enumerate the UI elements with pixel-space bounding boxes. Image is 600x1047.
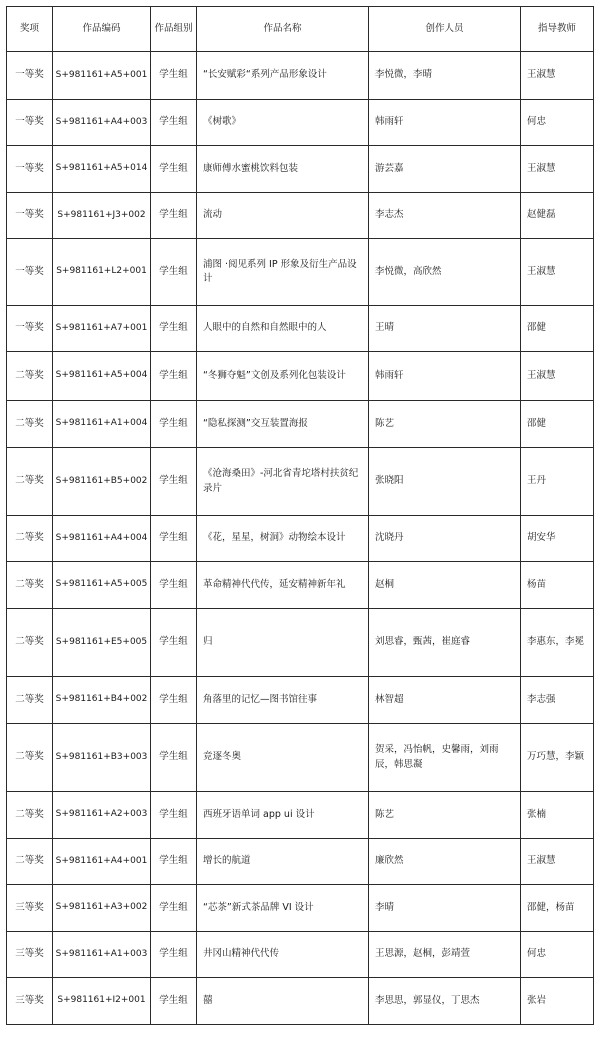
cell-creators: 贺采，冯怡帆，史馨雨，刘雨辰，韩思凝 <box>369 724 521 792</box>
cell-group: 学生组 <box>151 516 197 562</box>
cell-code: S+981161+A1+003 <box>53 932 151 978</box>
cell-creators: 韩雨轩 <box>369 100 521 146</box>
cell-advisor: 万巧慧，李颖 <box>521 724 594 792</box>
table-row <box>7 609 594 677</box>
cell-title: 西班牙语单词 app ui 设计 <box>197 792 369 839</box>
header-creators: 创作人员 <box>369 7 521 52</box>
cell-creators: 沈晓丹 <box>369 516 521 562</box>
cell-advisor: 何忠 <box>521 932 594 978</box>
cell-award: 二等奖 <box>7 677 53 724</box>
cell-title: 井冈山精神代代传 <box>197 932 369 978</box>
cell-title: 流动 <box>197 193 369 239</box>
cell-award: 三等奖 <box>7 978 53 1025</box>
cell-award: 一等奖 <box>7 193 53 239</box>
cell-group: 学生组 <box>151 932 197 978</box>
table-row <box>7 562 594 609</box>
cell-award: 二等奖 <box>7 562 53 609</box>
cell-award: 三等奖 <box>7 932 53 978</box>
cell-creators: 王晴 <box>369 306 521 352</box>
table-row <box>7 677 594 724</box>
cell-group: 学生组 <box>151 239 197 306</box>
cell-advisor: 张楠 <box>521 792 594 839</box>
cell-creators: 张晓阳 <box>369 448 521 516</box>
table-row <box>7 100 594 146</box>
cell-award: 一等奖 <box>7 52 53 100</box>
cell-code: S+981161+A5+004 <box>53 352 151 401</box>
table-row <box>7 839 594 885</box>
cell-award: 一等奖 <box>7 100 53 146</box>
header-code: 作品编码 <box>53 7 151 52</box>
cell-creators: 陈艺 <box>369 401 521 448</box>
cell-group: 学生组 <box>151 562 197 609</box>
cell-title: 增长的航道 <box>197 839 369 885</box>
cell-title: 《沧海桑田》-河北省青坨塔村扶贫纪录片 <box>197 448 369 516</box>
cell-code: S+981161+A5+001 <box>53 52 151 100</box>
cell-advisor: 邵健 <box>521 401 594 448</box>
cell-advisor: 胡安华 <box>521 516 594 562</box>
table-row <box>7 792 594 839</box>
cell-award: 一等奖 <box>7 306 53 352</box>
cell-creators: 赵桐 <box>369 562 521 609</box>
cell-title: 《树歌》 <box>197 100 369 146</box>
cell-group: 学生组 <box>151 885 197 932</box>
cell-group: 学生组 <box>151 978 197 1025</box>
cell-award: 二等奖 <box>7 401 53 448</box>
header-title: 作品名称 <box>197 7 369 52</box>
cell-group: 学生组 <box>151 306 197 352</box>
cell-creators: 李悦微，李晴 <box>369 52 521 100</box>
cell-code: S+981161+E5+005 <box>53 609 151 677</box>
cell-title: 人眼中的自然和自然眼中的人 <box>197 306 369 352</box>
cell-title: “长安赋彩“系列产品形象设计 <box>197 52 369 100</box>
table-row <box>7 401 594 448</box>
cell-group: 学生组 <box>151 100 197 146</box>
cell-title: 归 <box>197 609 369 677</box>
header-group: 作品组别 <box>151 7 197 52</box>
cell-title: 《花，星星，树洞》动物绘本设计 <box>197 516 369 562</box>
cell-code: S+981161+B4+002 <box>53 677 151 724</box>
cell-advisor: 李志强 <box>521 677 594 724</box>
cell-advisor: 张岩 <box>521 978 594 1025</box>
cell-code: S+981161+A5+005 <box>53 562 151 609</box>
cell-award: 二等奖 <box>7 609 53 677</box>
cell-title: “芯茶”新式茶品牌 VI 设计 <box>197 885 369 932</box>
table-row <box>7 52 594 100</box>
cell-creators: 陈艺 <box>369 792 521 839</box>
cell-code: S+981161+B3+003 <box>53 724 151 792</box>
cell-code: S+981161+A2+003 <box>53 792 151 839</box>
cell-title: 竞逐冬奥 <box>197 724 369 792</box>
cell-group: 学生组 <box>151 52 197 100</box>
table-row <box>7 146 594 193</box>
cell-code: S+981161+L2+001 <box>53 239 151 306</box>
awards-table <box>6 6 594 1025</box>
cell-advisor: 邵健 <box>521 306 594 352</box>
cell-title: “隐私探测”交互装置海报 <box>197 401 369 448</box>
cell-group: 学生组 <box>151 448 197 516</box>
table-row <box>7 724 594 792</box>
table-row <box>7 932 594 978</box>
cell-creators: 刘思睿，甄茜，崔庭睿 <box>369 609 521 677</box>
cell-code: S+981161+A5+014 <box>53 146 151 193</box>
table-row <box>7 516 594 562</box>
cell-code: S+981161+J3+002 <box>53 193 151 239</box>
cell-title: 囍 <box>197 978 369 1025</box>
cell-advisor: 王淑慧 <box>521 352 594 401</box>
cell-creators: 游芸嘉 <box>369 146 521 193</box>
cell-code: S+981161+A4+004 <box>53 516 151 562</box>
cell-creators: 林智超 <box>369 677 521 724</box>
cell-advisor: 王淑慧 <box>521 839 594 885</box>
cell-advisor: 王淑慧 <box>521 146 594 193</box>
cell-title: 康师傅水蜜桃饮料包装 <box>197 146 369 193</box>
cell-award: 二等奖 <box>7 516 53 562</box>
cell-group: 学生组 <box>151 792 197 839</box>
cell-code: S+981161+B5+002 <box>53 448 151 516</box>
table-row <box>7 978 594 1025</box>
cell-award: 二等奖 <box>7 724 53 792</box>
header-row <box>7 7 594 52</box>
cell-title: 革命精神代代传，延安精神新年礼 <box>197 562 369 609</box>
cell-code: S+981161+A4+003 <box>53 100 151 146</box>
cell-award: 一等奖 <box>7 239 53 306</box>
cell-creators: 李晴 <box>369 885 521 932</box>
cell-title: “冬狮夺魁”文创及系列化包装设计 <box>197 352 369 401</box>
cell-creators: 韩雨轩 <box>369 352 521 401</box>
table-row <box>7 193 594 239</box>
cell-award: 三等奖 <box>7 885 53 932</box>
cell-creators: 李志杰 <box>369 193 521 239</box>
cell-creators: 廉欣然 <box>369 839 521 885</box>
cell-group: 学生组 <box>151 677 197 724</box>
cell-group: 学生组 <box>151 609 197 677</box>
header-advisor: 指导教师 <box>521 7 594 52</box>
cell-creators: 李悦微，高欣然 <box>369 239 521 306</box>
table-row <box>7 885 594 932</box>
table-row <box>7 239 594 306</box>
cell-advisor: 杨苗 <box>521 562 594 609</box>
header-award: 奖项 <box>7 7 53 52</box>
cell-code: S+981161+I2+001 <box>53 978 151 1025</box>
cell-group: 学生组 <box>151 193 197 239</box>
table-body <box>7 52 594 1025</box>
cell-advisor: 王淑慧 <box>521 239 594 306</box>
cell-award: 二等奖 <box>7 448 53 516</box>
table-row <box>7 352 594 401</box>
table-row <box>7 306 594 352</box>
cell-advisor: 李惠东，李冕 <box>521 609 594 677</box>
cell-group: 学生组 <box>151 401 197 448</box>
cell-group: 学生组 <box>151 724 197 792</box>
cell-award: 一等奖 <box>7 146 53 193</box>
cell-advisor: 邵健，杨苗 <box>521 885 594 932</box>
cell-advisor: 何忠 <box>521 100 594 146</box>
cell-code: S+981161+A1+004 <box>53 401 151 448</box>
cell-creators: 王思源，赵桐，彭靖萱 <box>369 932 521 978</box>
cell-group: 学生组 <box>151 839 197 885</box>
cell-group: 学生组 <box>151 352 197 401</box>
cell-group: 学生组 <box>151 146 197 193</box>
cell-title: 角落里的记忆—图书馆往事 <box>197 677 369 724</box>
cell-award: 二等奖 <box>7 792 53 839</box>
cell-advisor: 赵健磊 <box>521 193 594 239</box>
cell-creators: 李思思，郭显仪，丁思杰 <box>369 978 521 1025</box>
cell-title: 浦图 ·阅见系列 IP 形象及衍生产品设计 <box>197 239 369 306</box>
cell-advisor: 王淑慧 <box>521 52 594 100</box>
cell-award: 二等奖 <box>7 352 53 401</box>
cell-code: S+981161+A4+001 <box>53 839 151 885</box>
cell-award: 二等奖 <box>7 839 53 885</box>
table-row <box>7 448 594 516</box>
cell-code: S+981161+A7+001 <box>53 306 151 352</box>
cell-advisor: 王丹 <box>521 448 594 516</box>
cell-code: S+981161+A3+002 <box>53 885 151 932</box>
